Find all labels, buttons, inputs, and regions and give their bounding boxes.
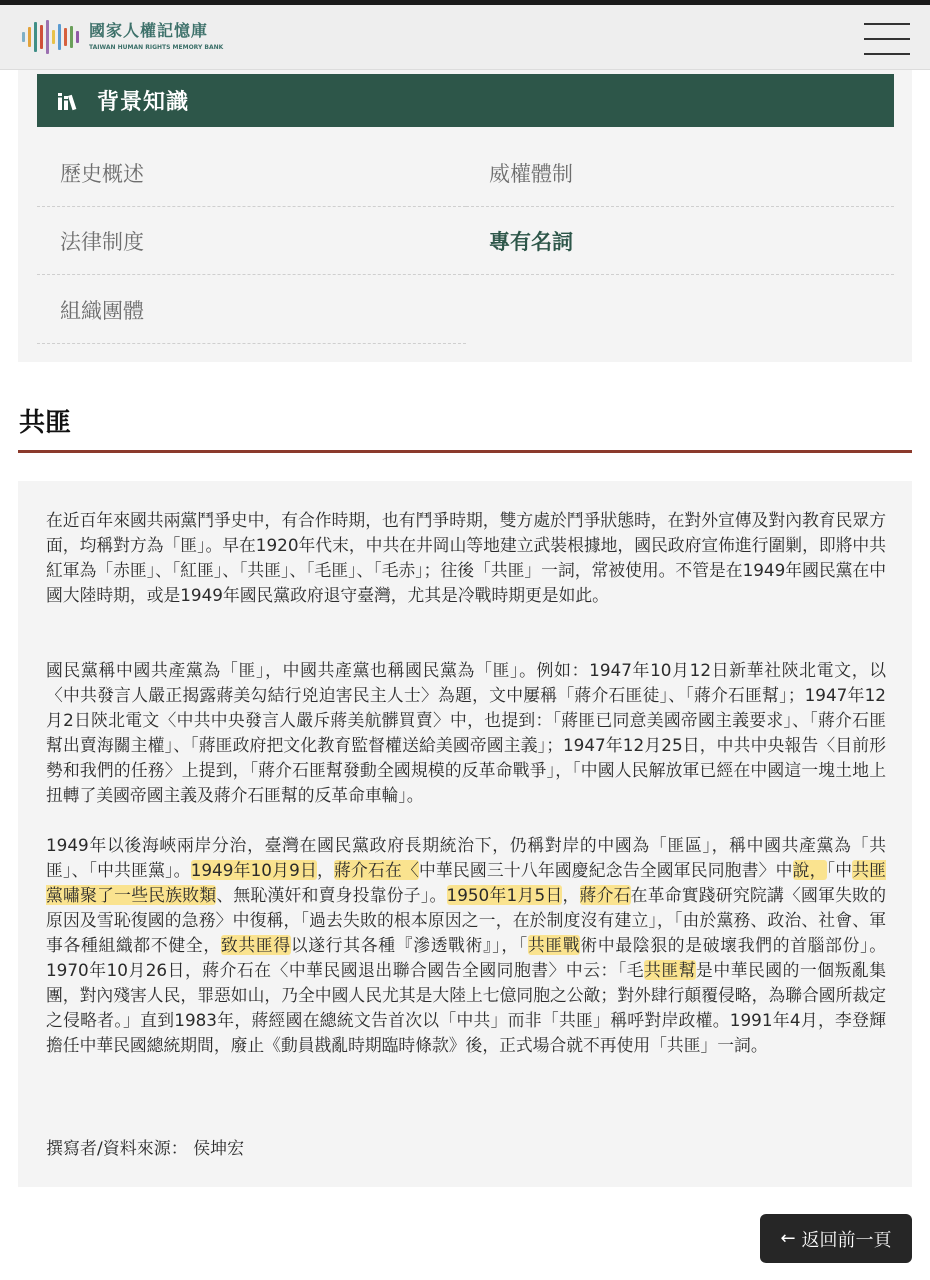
paragraph-2: 國民黨稱中國共產黨為「匪」，中國共產黨也稱國民黨為「匪」。例如：1947年10月12日新華社陝北電文，以〈中共發言人嚴正揭露蔣美勾結行兇迫害民主人士〉為題，文中屢稱「蔣介石匪徒」、「蔣介石匪幫」；1947年12月2日陝北電文〈中共中央發言人嚴斥蔣美航髒買賣〉中，也提到：「蔣匪已同意美國帝國主義要求」、「蔣介石匪幫出賣海關主權」、「蔣匪政府把文化教育監督權送給美國帝國主義」；1947年12月25日，中共中央報告〈目前形勢和我們的任務〉上提到，「蔣介石匪幫發動全國規模的反革命戰爭」，「中國人民解放軍已經在中國這一塊土地上扭轉了美國帝國主義及蔣介石匪幫的反革命車輪」。: [46, 660, 886, 805]
books-icon: [57, 90, 83, 112]
category-history[interactable]: 歷史概述: [37, 139, 466, 207]
highlighted-text: 共匪幫: [644, 960, 697, 980]
logo-bar: [28, 27, 31, 47]
logo-bar: [70, 26, 73, 48]
logo-bars-icon: [22, 19, 79, 55]
logo-bar: [40, 25, 43, 49]
left-arrow-icon: ←: [780, 1228, 796, 1249]
category-organizations[interactable]: 組織團體: [37, 276, 466, 344]
highlighted-text: 共匪黨嘯聚了一些民族敗類: [46, 860, 886, 905]
highlighted-text: 1950年1月5日: [446, 885, 563, 905]
section-title: 背景知識: [97, 90, 190, 115]
logo-title: 國家人權記憶庫: [89, 21, 209, 40]
logo-bar: [58, 24, 61, 50]
text-segment: 、無恥漢奸和賣身投靠份子」。: [216, 885, 447, 905]
hamburger-menu-icon[interactable]: [864, 23, 910, 55]
text-segment: 是中華民國的一個叛亂集團，對內殘害人民，罪惡如山，乃全中國人民尤其是大陸上七億同胞之公敵；對外肆行顛覆侵略，為聯合國所裁定之侵略者。」直到1983年，蔣經國在總統文告首次以「中共」而非「共匪」稱呼對岸政權。1991年4月，李登輝擔任中華民國總統期間，廢止《動員戡亂時期臨時條款》後，正式場合就不再使用「共匪」一詞。: [46, 960, 886, 1055]
back-button[interactable]: [760, 1214, 912, 1263]
highlighted-text: 蔣介石: [579, 885, 631, 905]
term-title: 共匪: [19, 408, 72, 438]
highlighted-text: 共匪戰: [527, 935, 581, 955]
highlighted-text: 說，: [792, 860, 827, 880]
logo-bar: [46, 20, 49, 54]
text-segment: 臺灣在國民黨政府長期統治下，仍稱對岸的中國為「匪區」，稱中國共產黨為「共匪」、「中共匪黨」。: [46, 835, 886, 880]
author-credit: 撰寫者/資料來源： 侯坤宏: [46, 1139, 245, 1159]
highlighted-text: 致共匪得: [220, 935, 291, 955]
category-glossary[interactable]: 專有名詞: [466, 207, 894, 275]
paragraph-3: [46, 833, 886, 1058]
text-segment: 術中最陰狠的是破壞我們的首腦部份」。1970年10月26日，蔣介石在〈中華民國退出聯合國告全國同胞書〉中云：「毛: [46, 935, 886, 980]
section-header: [37, 74, 894, 127]
logo-bar: [34, 22, 37, 52]
logo-bar: [52, 30, 55, 44]
text-segment: 1949年以後海峽兩岸分治，: [46, 835, 265, 855]
logo-bar: [76, 31, 79, 43]
back-button-label: 返回前一頁: [801, 1229, 892, 1251]
logo-subtitle: TAIWAN HUMAN RIGHTS MEMORY BANK: [89, 44, 224, 51]
text-segment: 「中: [826, 860, 853, 880]
logo-bar: [64, 28, 67, 46]
text-segment: 在革命實踐研究院講〈國軍失敗的原因及雪恥復國的急務〉中復稱，「過去失敗的根本原因之一，在於制度沒有建立」，「由於黨務、政治、社會、軍事各種組織都不健全，: [46, 885, 886, 955]
text-segment: 以遂行其各種『滲透戰術』」，「: [290, 935, 528, 955]
text-segment: 中華民國三十八年國慶紀念告全國軍民同胞書〉中: [418, 860, 793, 880]
site-header: [0, 5, 930, 70]
site-logo[interactable]: [22, 19, 223, 55]
text-segment: ，: [562, 885, 580, 905]
category-legal-system[interactable]: 法律制度: [37, 207, 466, 275]
text-segment: ，: [317, 860, 334, 880]
highlighted-text: 1949年10月9日: [190, 860, 317, 880]
logo-bar: [22, 32, 25, 42]
title-divider: [18, 450, 912, 453]
highlighted-text: 蔣介石在〈: [334, 860, 419, 880]
category-authoritarian-system[interactable]: 威權體制: [466, 139, 894, 207]
paragraph-1: 在近百年來國共兩黨鬥爭史中，有合作時期，也有鬥爭時期，雙方處於鬥爭狀態時，在對外宣傳及對內教育民眾方面，均稱對方為「匪」。早在1920年代末，中共在井岡山等地建立武裝根據地，國民政府宣佈進行圍剿，即將中共紅軍為「赤匪」、「紅匪」、「共匪」、「毛匪」、「毛赤」；往後「共匪」一詞，常被使用。不管是在1949年國民黨在中國大陸時期，或是1949年國民黨政府退守臺灣，尤其是冷戰時期更是如此。: [46, 510, 886, 605]
